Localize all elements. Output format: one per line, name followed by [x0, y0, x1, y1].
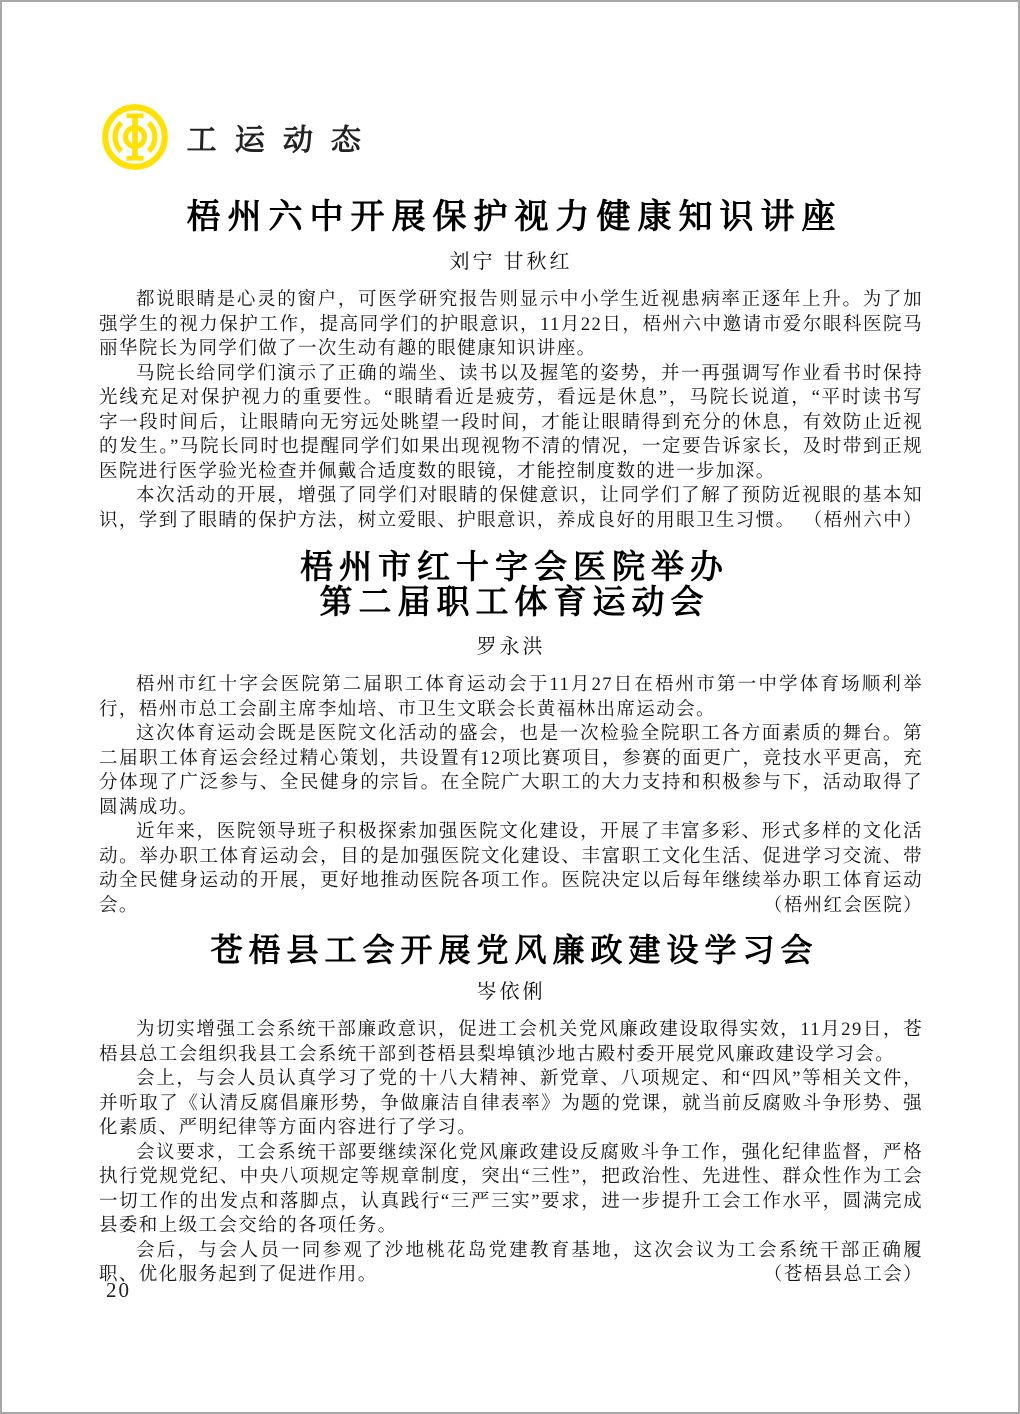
article-3-paragraph: 会上，与会人员认真学习了党的十八大精神、新党章、八项规定、和“四风”等相关文件，并听取了《认清反腐倡廉形势，争做廉洁自律表率》为题的党课，就当前反腐败斗争形势、强化素质、严明纪律等方面内容进行了学习。 — [99, 1069, 923, 1138]
article-2-attribution: （梧州红会医院） — [763, 895, 923, 916]
article-1-body — [99, 288, 923, 533]
article-2 — [99, 551, 923, 918]
article-1-attribution: （梧州六中） — [803, 510, 923, 531]
article-3-title — [99, 928, 923, 972]
article-2-byline: 罗永洪 — [476, 636, 546, 658]
article-1-paragraph: 都说眼睛是心灵的窗户，可医学研究报告则显示中小学生近视患病率正逐年上升。为了加强学生的视力保护工作，提高同学们的护眼意识，11月22日，梧州六中邀请市爱尔眼科医院马丽华院长为同学们做了一次生动有趣的眼健康知识讲座。 — [99, 290, 923, 359]
article-3 — [99, 928, 923, 1288]
page-body — [2, 102, 1018, 1288]
article-2-paragraph: 梧州市红十字会医院第二届职工体育运动会于11月27日在梧州市第一中学体育场顺利举行，梧州市总工会副主席李灿培、市卫生文联会长黄福林出席运动会。 — [99, 675, 923, 720]
article-1-paragraph: 本次活动的开展，增强了同学们对眼睛的保健意识，让同学们了解了预防近视眼的基本知识，学到了眼睛的保护方法，树立爱眼、护眼意识，养成良好的用眼卫生习惯。 — [99, 486, 923, 531]
article-1-title-line: 梧州六中开展保护视力健康知识讲座 — [186, 199, 843, 236]
article-3-attribution: （苍梧县总工会） — [763, 1265, 923, 1285]
article-2-paragraph: 这次体育运动会既是医院文化活动的盛会，也是一次检验全院职工各方面素质的舞台。第二届职工体育运会经过精心策划，共设置有12项比赛项目，参赛的面更广，竞技水平更高，充分体现了广泛参与、全民健身的宗旨。在全院广大职工的大力支持和积极参与下，活动取得了圆满成功。 — [99, 724, 923, 818]
newsletter-section-title: 工运动态 — [186, 124, 380, 157]
page-number: 20 — [106, 1278, 131, 1302]
article-1-byline: 刘宁 甘秋红 — [449, 251, 573, 273]
article-2-title-line: 梧州市红十字会医院举办 — [300, 550, 729, 586]
article-1-title — [99, 196, 923, 240]
article-2-body — [99, 673, 923, 918]
article-1 — [99, 196, 923, 533]
article-3-paragraph: 会后，与会人员一同参观了沙地桃花岛党建教育基地，这次会议为工会系统干部正确履职、优化服务起到了促进作用。 — [99, 1240, 923, 1285]
article-1-paragraph: 马院长给同学们演示了正确的端坐、读书以及握笔的姿势，并一再强调写作业看书时保持光线充足对保护视力的重要性。“眼睛看近是疲劳，看远是休息”，马院长说道，“平时读书写字一段时间后，让眼睛向无穷远处眺望一段时间，才能让眼睛得到充分的休息，有效防止近视的发生。”马院长同时也提醒同学们如果出现视物不清的情况，一定要告诉家长，及时带到正规医院进行医学验光检查并佩戴合适度数的眼镜，才能控制度数的进一步加深。 — [99, 363, 923, 482]
article-2-title — [99, 551, 923, 621]
article-3-byline: 岑依俐 — [476, 981, 546, 1003]
article-3-body — [99, 1018, 923, 1288]
article-3-paragraph: 为切实增强工会系统干部廉政意识，促进工会机关党风廉政建设取得实效，11月29日，苍梧县总工会组织我县工会系统干部到苍梧县梨埠镇沙地古殿村委开展党风廉政建设学习会。 — [99, 1020, 923, 1065]
article-3-title-line: 苍梧县工会开展党风廉政建设学习会 — [210, 932, 819, 968]
article-2-title-line: 第二届职工体育运动会 — [319, 585, 710, 621]
article-2-paragraph: 近年来，医院领导班子积极探索加强医院文化建设，开展了丰富多彩、形式多样的文化活动。举办职工体育运动会，目的是加强医院文化建设、丰富职工文化生活、促进学习交流、带动全民健身运动的开展，更好地推动医院各项工作。医院决定以后每年继续举办职工体育运动会。 — [99, 822, 923, 916]
trade-union-logo-icon — [99, 103, 171, 171]
masthead — [99, 102, 923, 172]
article-3-paragraph: 会议要求，工会系统干部要继续深化党风廉政建设反腐败斗争工作，强化纪律监督，严格执行党规党纪、中央八项规定等规章制度，突出“三性”，把政治性、先进性、群众性作为工会一切工作的出发点和落脚点，认真践行“三严三实”要求，进一步提升工会工作水平，圆满完成县委和上级工会交给的各项任务。 — [99, 1142, 923, 1236]
